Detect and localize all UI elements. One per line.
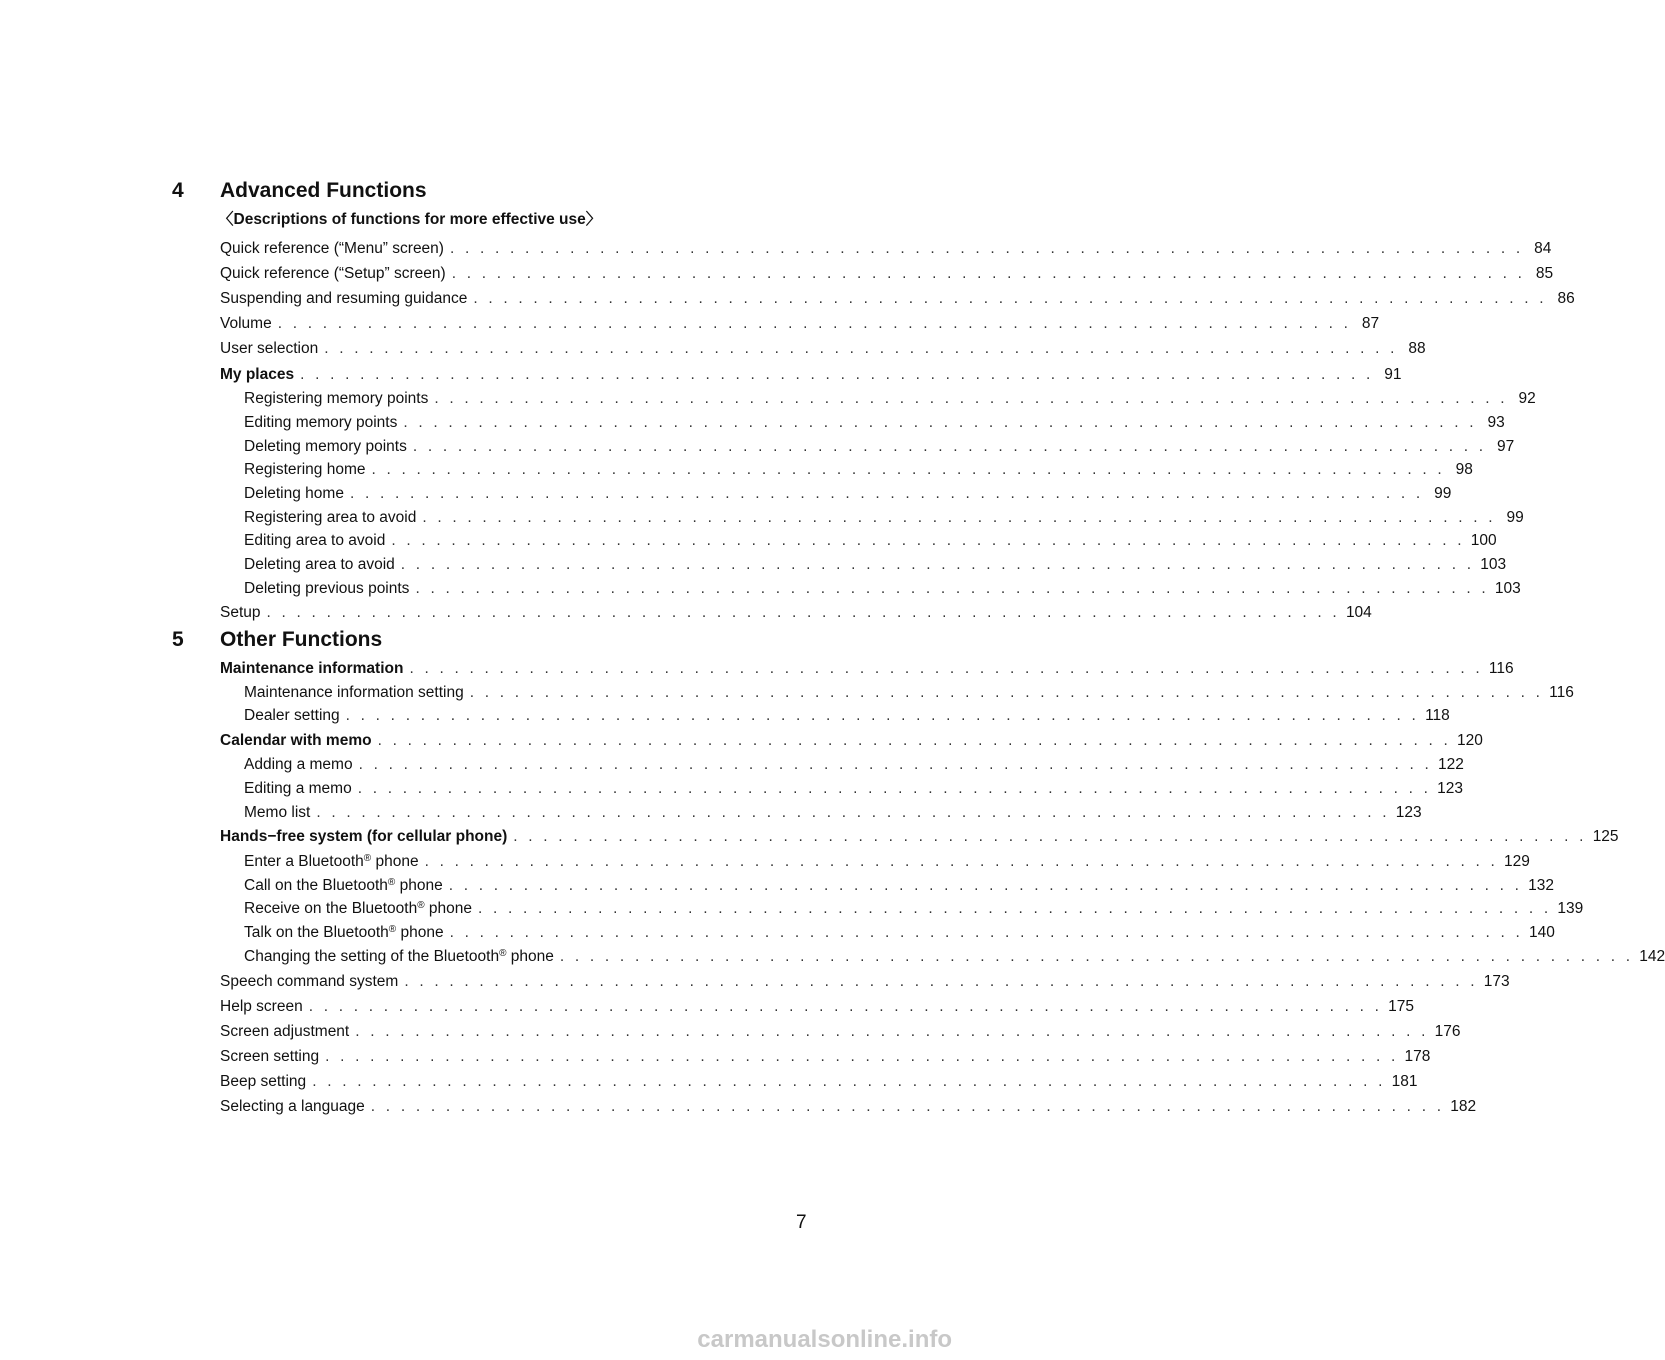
toc-entry (220, 289, 1575, 309)
toc-dot-leader: . . . . . . . . . . . . . . . . . . . . . . . . . . . . . . . . . . . . . . . . . . . . . . . . . . . . . . . . . . . . . . . . . . . . . . . . (415, 580, 1489, 597)
toc-entry-page: 99 (1506, 509, 1524, 526)
toc-entry-title: Maintenance information setting (244, 684, 464, 701)
toc-entry-title: Help screen (220, 998, 303, 1015)
toc-entry (244, 579, 1521, 599)
toc-dot-leader: . . . . . . . . . . . . . . . . . . . . . . . . . . . . . . . . . . . . . . . . . . . . . . . . . . . . . . . . . . . . . . . . . . . . . . . . (377, 732, 1452, 749)
toc-entry-page: 125 (1592, 828, 1619, 845)
toc-entry (244, 484, 1452, 504)
toc-entry (244, 899, 1584, 919)
toc-entry-title: Editing memory points (244, 414, 398, 431)
toc-dot-leader: . . . . . . . . . . . . . . . . . . . . . . . . . . . . . . . . . . . . . . . . . . . . . . . . . . . . . . . . . . . . . . . . . . . . . . . . (473, 290, 1547, 307)
toc-entry-page: 129 (1504, 853, 1530, 870)
toc-entry-title: Call on the Bluetooth® phone (244, 877, 443, 894)
chapter-4-subtitle: 〈Descriptions of functions for more effective use〉 (218, 211, 602, 228)
toc-entry (220, 1047, 1431, 1067)
toc-entry (244, 508, 1524, 528)
toc-entry (220, 827, 1619, 847)
toc-entry-page: 104 (1345, 604, 1372, 621)
toc-dot-leader: . . . . . . . . . . . . . . . . . . . . . . . . . . . . . . . . . . . . . . . . . . . . . . . . . . . . . . . . . . . . . . . . . . . . . . . . (469, 684, 1544, 701)
toc-dot-leader: . . . . . . . . . . . . . . . . . . . . . . . . . . . . . . . . . . . . . . . . . . . . . . . . . . . . . . . . . . . . . . . . . . . . . . . . (370, 1098, 1445, 1115)
toc-entry-title: Dealer setting (244, 707, 340, 724)
toc-entry-title: Volume (220, 315, 272, 332)
toc-entry-page: 98 (1455, 461, 1473, 478)
toc-entry-page: 103 (1494, 580, 1521, 597)
toc-entry-page: 173 (1483, 973, 1510, 990)
toc-entry-title: Deleting home (244, 485, 344, 502)
toc-dot-leader: . . . . . . . . . . . . . . . . . . . . . . . . . . . . . . . . . . . . . . . . . . . . . . . . . . . . . . . . . . . . . . . . . . . . . . . . (312, 1073, 1386, 1090)
toc-entry-page: 140 (1529, 924, 1555, 941)
toc-entry (220, 603, 1372, 623)
toc-entry-title: Registering memory points (244, 390, 429, 407)
toc-entry-page: 84 (1534, 240, 1552, 257)
toc-entry (220, 339, 1426, 359)
toc-dot-leader: . . . . . . . . . . . . . . . . . . . . . . . . . . . . . . . . . . . . . . . . . . . . . . . . . . . . . . . . . . . . . . . . . . . . . . . . (349, 485, 1424, 502)
toc-entry-title: Talk on the Bluetooth® phone (244, 924, 444, 941)
toc-dot-leader: . . . . . . . . . . . . . . . . . . . . . . . . . . . . . . . . . . . . . . . . . . . . . . . . . . . . . . . . . . . . . . . . . . . . . . . . (357, 780, 1432, 797)
toc-entry (244, 437, 1515, 457)
page-number: 7 (796, 1212, 807, 1233)
toc-entry-title: Selecting a language (220, 1098, 365, 1115)
toc-dot-leader: . . . . . . . . . . . . . . . . . . . . . . . . . . . . . . . . . . . . . . . . . . . . . . . . . . . . . . . . . . . . . . . . . . . . . . . . (434, 390, 1508, 407)
toc-dot-leader: . . . . . . . . . . . . . . . . . . . . . . . . . . . . . . . . . . . . . . . . . . . . . . . . . . . . . . . . . . . . . . . . . . . . . . . . (325, 1048, 1399, 1065)
toc-entry (220, 1022, 1461, 1042)
toc-entry-title: Speech command system (220, 973, 399, 990)
toc-entry-title: Registering home (244, 461, 366, 478)
toc-entry (244, 947, 1665, 967)
toc-dot-leader: . . . . . . . . . . . . . . . . . . . . . . . . . . . . . . . . . . . . . . . . . . . . . . . . . . . . . . . . . . . . . . . . . . . . . . . . (409, 660, 1483, 677)
toc-entry (244, 531, 1497, 551)
toc-entry-page: 116 (1549, 684, 1574, 701)
toc-entry-page: 100 (1470, 532, 1497, 549)
toc-dot-leader: . . . . . . . . . . . . . . . . . . . . . . . . . . . . . . . . . . . . . . . . . . . . . . . . . . . . . . . . . . . . . . . . . . . . . . . . (400, 556, 1475, 573)
toc-entry (244, 683, 1574, 703)
toc-entry-title: Calendar with memo (220, 732, 372, 749)
toc-dot-leader: . . . . . . . . . . . . . . . . . . . . . . . . . . . . . . . . . . . . . . . . . . . . . . . . . . . . . . . . . . . . . . . . . . . . . . . . (358, 756, 1432, 773)
chapter-4-heading (172, 178, 427, 204)
toc-dot-leader: . . . . . . . . . . . . . . . . . . . . . . . . . . . . . . . . . . . . . . . . . . . . . . . . . . . . . . . . . . . . . . . . . . . . . . . . (449, 240, 1524, 257)
toc-dot-leader: . . . . . . . . . . . . . . . . . . . . . . . . . . . . . . . . . . . . . . . . . . . . . . . . . . . . . . . . . . . . . . . . . . . . . . . . (451, 265, 1526, 282)
toc-entry-page: 99 (1434, 485, 1452, 502)
watermark: carmanualsonline.info (697, 1326, 952, 1353)
toc-entry-page: 175 (1388, 998, 1415, 1015)
toc-entry-title: My places (220, 366, 295, 383)
toc-entry-page: 176 (1434, 1023, 1461, 1040)
toc-entry-title: Adding a memo (244, 756, 353, 773)
toc-dot-leader: . . . . . . . . . . . . . . . . . . . . . . . . . . . . . . . . . . . . . . . . . . . . . . . . . . . . . . . . . . . . . . . . . . . . . . . . (266, 604, 1340, 621)
toc-dot-leader: . . . . . . . . . . . . . . . . . . . . . . . . . . . . . . . . . . . . . . . . . . . . . . . . . . . . . . . . . . . . . . . . . . . . . . . . (559, 948, 1634, 965)
toc-entry (244, 755, 1464, 775)
toc-entry-title: User selection (220, 340, 319, 357)
toc-entry-title: Registering area to avoid (244, 509, 417, 526)
toc-entry-page: 93 (1487, 414, 1505, 431)
toc-entry-page: 132 (1528, 877, 1554, 894)
toc-dot-leader: . . . . . . . . . . . . . . . . . . . . . . . . . . . . . . . . . . . . . . . . . . . . . . . . . . . . . . . . . . . . . . . . . . . . . . . . (345, 707, 1420, 724)
toc-entry-page: 142 (1639, 948, 1665, 965)
toc-entry (220, 997, 1415, 1017)
toc-entry (220, 1072, 1418, 1092)
toc-entry-title: Beep setting (220, 1073, 307, 1090)
toc-entry-title: Quick reference (“Setup” screen) (220, 265, 446, 282)
toc-entry-title: Screen adjustment (220, 1023, 350, 1040)
toc-entry (220, 365, 1402, 385)
toc-entry-page: 116 (1488, 660, 1514, 677)
toc-entry-page: 103 (1480, 556, 1507, 573)
toc-entry-title: Editing area to avoid (244, 532, 386, 549)
toc-entry-title: Suspending and resuming guidance (220, 290, 468, 307)
toc-entry-title: Changing the setting of the Bluetooth® phone (244, 948, 554, 965)
toc-entry-page: 120 (1457, 732, 1483, 749)
toc-entry-page: 139 (1557, 900, 1584, 917)
toc-dot-leader: . . . . . . . . . . . . . . . . . . . . . . . . . . . . . . . . . . . . . . . . . . . . . . . . . . . . . . . . . . . . . . . . . . . . . . . . (391, 532, 1465, 549)
toc-entry (220, 239, 1552, 259)
toc-entry (244, 876, 1554, 896)
toc-entry (244, 555, 1507, 575)
chapter-5-title: Other Functions (220, 628, 383, 651)
toc-entry-page: 122 (1437, 756, 1464, 773)
toc-entry-title: Deleting previous points (244, 580, 410, 597)
chapter-5-number: 5 (172, 628, 184, 651)
toc-entry-title: Quick reference (“Menu” screen) (220, 240, 444, 257)
toc-entry-page: 123 (1437, 780, 1463, 797)
toc-entry-title: Memo list (244, 804, 311, 821)
toc-entry-page: 86 (1557, 290, 1575, 307)
toc-entry-page: 182 (1450, 1098, 1477, 1115)
toc-entry (220, 659, 1514, 679)
toc-dot-leader: . . . . . . . . . . . . . . . . . . . . . . . . . . . . . . . . . . . . . . . . . . . . . . . . . . . . . . . . . . . . . . . . . . . . . . . . (449, 924, 1523, 941)
toc-entry-title: Enter a Bluetooth® phone (244, 853, 419, 870)
toc-dot-leader: . . . . . . . . . . . . . . . . . . . . . . . . . . . . . . . . . . . . . . . . . . . . . . . . . . . . . . . . . . . . . . . . . . . . . . . . (324, 340, 1398, 357)
toc-entry-page: 92 (1518, 390, 1536, 407)
toc-entry-page: 118 (1425, 707, 1450, 724)
toc-entry (244, 803, 1422, 823)
toc-entry (220, 314, 1380, 334)
toc-dot-leader: . . . . . . . . . . . . . . . . . . . . . . . . . . . . . . . . . . . . . . . . . . . . . . . . . . . . . . . . . . . . . . . . . . . . . . . . (422, 509, 1496, 526)
toc-entry-page: 88 (1408, 340, 1426, 357)
toc-entry-page: 91 (1384, 366, 1402, 383)
toc-entry (244, 779, 1463, 799)
toc-entry-page: 178 (1404, 1048, 1431, 1065)
toc-dot-leader: . . . . . . . . . . . . . . . . . . . . . . . . . . . . . . . . . . . . . . . . . . . . . . . . . . . . . . . . . . . . . . . . . . . . . . . . (412, 438, 1487, 455)
toc-entry (244, 923, 1555, 943)
toc-dot-leader: . . . . . . . . . . . . . . . . . . . . . . . . . . . . . . . . . . . . . . . . . . . . . . . . . . . . . . . . . . . . . . . . . . . . . . . . (424, 853, 1498, 870)
toc-entry-page: 85 (1535, 265, 1554, 282)
toc-dot-leader: . . . . . . . . . . . . . . . . . . . . . . . . . . . . . . . . . . . . . . . . . . . . . . . . . . . . . . . . . . . . . . . . . . . . . . . . (371, 461, 1445, 478)
toc-entry-page: 97 (1497, 438, 1515, 455)
toc-dot-leader: . . . . . . . . . . . . . . . . . . . . . . . . . . . . . . . . . . . . . . . . . . . . . . . . . . . . . . . . . . . . . . . . . . . . . . . . (355, 1023, 1429, 1040)
toc-dot-leader: . . . . . . . . . . . . . . . . . . . . . . . . . . . . . . . . . . . . . . . . . . . . . . . . . . . . . . . . . . . . . . . . . . . . . . . . (300, 366, 1374, 383)
toc-entry-page: 123 (1395, 804, 1422, 821)
toc-entry-title: Receive on the Bluetooth® phone (244, 900, 472, 917)
toc-dot-leader: . . . . . . . . . . . . . . . . . . . . . . . . . . . . . . . . . . . . . . . . . . . . . . . . . . . . . . . . . . . . . . . . . . . . . . . . (513, 828, 1587, 845)
toc-dot-leader: . . . . . . . . . . . . . . . . . . . . . . . . . . . . . . . . . . . . . . . . . . . . . . . . . . . . . . . . . . . . . . . . . . . . . . . . (277, 315, 1352, 332)
toc-entry-title: Screen setting (220, 1048, 320, 1065)
toc-dot-leader: . . . . . . . . . . . . . . . . . . . . . . . . . . . . . . . . . . . . . . . . . . . . . . . . . . . . . . . . . . . . . . . . . . . . . . . . (404, 973, 1478, 990)
toc-entry (244, 852, 1530, 872)
toc-entry (220, 731, 1483, 751)
toc-entry (244, 706, 1450, 726)
toc-dot-leader: . . . . . . . . . . . . . . . . . . . . . . . . . . . . . . . . . . . . . . . . . . . . . . . . . . . . . . . . . . . . . . . . . . . . . . . . (403, 414, 1477, 431)
chapter-5-heading (172, 627, 382, 653)
chapter-4-number: 4 (172, 179, 184, 202)
chapter-4-title: Advanced Functions (220, 179, 427, 202)
toc-dot-leader: . . . . . . . . . . . . . . . . . . . . . . . . . . . . . . . . . . . . . . . . . . . . . . . . . . . . . . . . . . . . . . . . . . . . . . . . (308, 998, 1383, 1015)
toc-entry-page: 87 (1361, 315, 1380, 332)
toc-entry-title: Deleting memory points (244, 438, 407, 455)
toc-entry-title: Setup (220, 604, 261, 621)
toc-dot-leader: . . . . . . . . . . . . . . . . . . . . . . . . . . . . . . . . . . . . . . . . . . . . . . . . . . . . . . . . . . . . . . . . . . . . . . . . (316, 804, 1390, 821)
toc-entry-title: Editing a memo (244, 780, 352, 797)
toc-entry-title: Deleting area to avoid (244, 556, 395, 573)
toc-entry-title: Hands−free system (for cellular phone) (220, 828, 508, 845)
toc-entry (244, 460, 1473, 480)
toc-entry (220, 1097, 1477, 1117)
toc-entry (220, 264, 1554, 284)
toc-entry-page: 181 (1391, 1073, 1418, 1090)
toc-entry (244, 389, 1536, 409)
toc-entry (220, 972, 1510, 992)
toc-dot-leader: . . . . . . . . . . . . . . . . . . . . . . . . . . . . . . . . . . . . . . . . . . . . . . . . . . . . . . . . . . . . . . . . . . . . . . . . (448, 877, 1523, 894)
toc-entry-title: Maintenance information (220, 660, 404, 677)
toc-dot-leader: . . . . . . . . . . . . . . . . . . . . . . . . . . . . . . . . . . . . . . . . . . . . . . . . . . . . . . . . . . . . . . . . . . . . . . . . (478, 900, 1552, 917)
toc-entry (244, 413, 1505, 433)
